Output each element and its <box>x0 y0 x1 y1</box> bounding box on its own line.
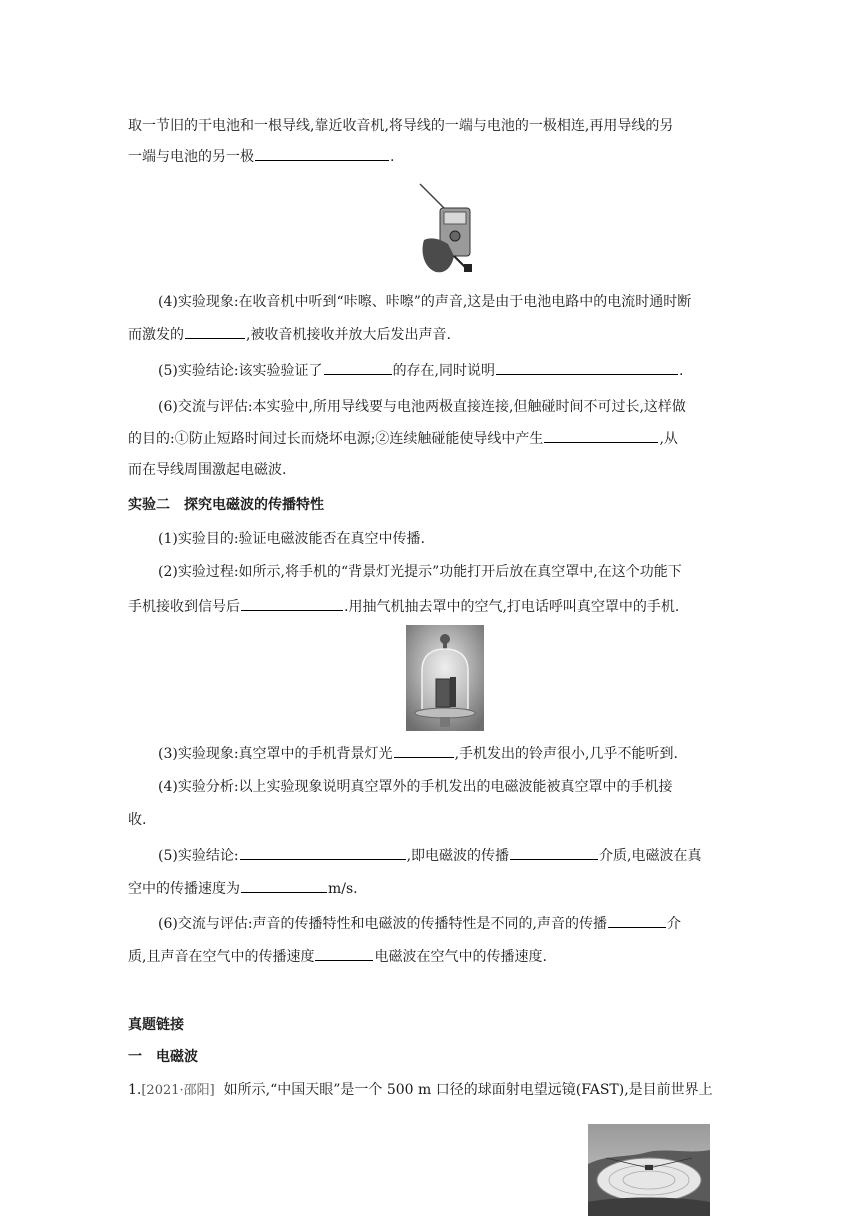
radio-hand-figure <box>418 182 478 276</box>
answer-blank[interactable] <box>255 146 389 161</box>
bell-jar-figure <box>406 625 484 731</box>
exp2-step4-line1: (4)实验分析:以上实验现象说明真空罩外的手机发出的电磁波能被真空罩中的手机接 <box>158 779 673 795</box>
answer-blank[interactable] <box>510 845 598 860</box>
answer-blank[interactable] <box>324 360 392 375</box>
exp2-step4-line2: 收. <box>128 812 147 828</box>
exp2-step6-line2: 质,且声音在空气中的传播速度 电磁波在空气中的传播速度. <box>128 946 733 967</box>
answer-blank[interactable] <box>394 743 454 758</box>
answer-blank[interactable] <box>241 596 343 611</box>
answer-blank[interactable] <box>544 428 658 443</box>
exp1-step3-line1: 取一节旧的干电池和一根导线,靠近收音机,将导线的一端与电池的一极相连,再用导线的另 <box>128 118 674 134</box>
exp2-step5-line2: 空中的传播速度为 m/s. <box>128 878 733 899</box>
exp2-step3: (3)实验现象:真空罩中的手机背景灯光 ,手机发出的铃声很小,几乎不能听到. <box>158 743 763 764</box>
exp2-heading: 实验二 探究电磁波的传播特性 <box>128 497 324 513</box>
exp1-step4-line1: (4)实验现象:在收音机中听到“咔嚓、咔嚓”的声音,这是由于电池电路中的电流时通时断 <box>158 294 692 310</box>
exp2-step5-line1: (5)实验结论: ,即电磁波的传播 介质,电磁波在真 <box>158 845 763 866</box>
question-1: 1.[2021·邵阳] 如所示,“中国天眼”是一个 500 m 口径的球面射电望远镜(FAST),是目前世界上 <box>128 1082 713 1098</box>
answer-blank[interactable] <box>185 324 245 339</box>
exp1-step5: (5)实验结论:该实验验证了 的存在,同时说明 . <box>158 360 763 381</box>
exp1-step6-line2: 的目的:①防止短路时间过长而烧坏电源;②连续触碰能使导线中产生 ,从 <box>128 428 733 449</box>
section-heading: 真题链接 <box>128 1017 184 1033</box>
fast-telescope-figure <box>588 1124 710 1216</box>
exp1-step3-line2: 一端与电池的另一极 . <box>128 146 733 167</box>
exp1-step4-line2: 而激发的 ,被收音机接收并放大后发出声音. <box>128 324 733 345</box>
answer-blank[interactable] <box>240 845 406 860</box>
subsection-heading: 一 电磁波 <box>128 1049 198 1065</box>
answer-blank[interactable] <box>608 913 666 928</box>
answer-blank[interactable] <box>241 878 327 893</box>
question-source: [2021·邵阳] <box>141 1083 215 1098</box>
answer-blank[interactable] <box>496 360 678 375</box>
exp2-step2-line2: 手机接收到信号后 .用抽气机抽去罩中的空气,打电话呼叫真空罩中的手机. <box>128 596 733 617</box>
exp2-step2-line1: (2)实验过程:如所示,将手机的“背景灯光提示”功能打开后放在真空罩中,在这个功能下 <box>158 564 682 580</box>
exp2-step6-line1: (6)交流与评估:声音的传播特性和电磁波的传播特性是不同的,声音的传播 介 <box>158 913 763 934</box>
exp1-step6-line3: 而在导线周围激起电磁波. <box>128 462 287 478</box>
exp2-step1: (1)实验目的:验证电磁波能否在真空中传播. <box>158 531 425 547</box>
answer-blank[interactable] <box>315 946 373 961</box>
exp1-step6-line1: (6)交流与评估:本实验中,所用导线要与电池两极直接连接,但触碰时间不可过长,这样做 <box>158 399 686 415</box>
